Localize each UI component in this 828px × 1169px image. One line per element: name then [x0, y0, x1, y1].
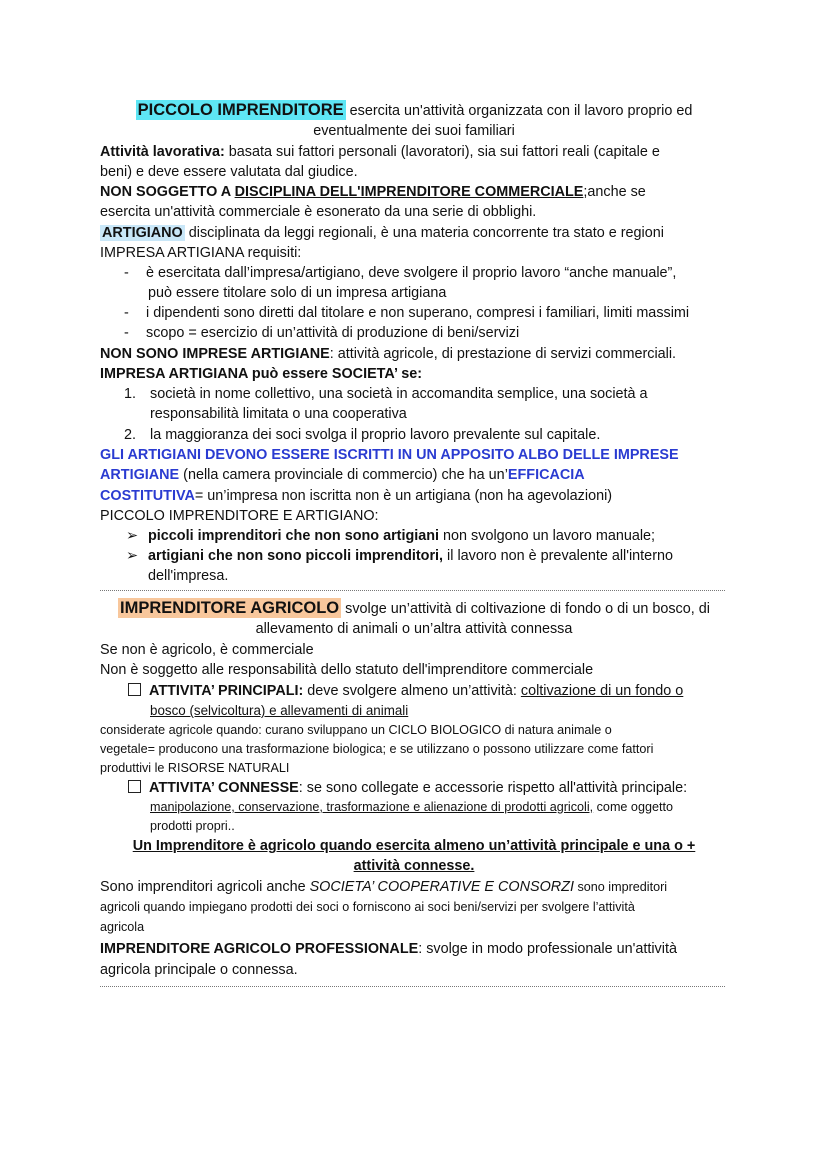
paragraph-small: agricoli quando impiegano prodotti dei soci o forniscono ai soci beni/servizi per svolgere l’attività: [100, 900, 635, 914]
bold-text: ATTIVITA’ PRINCIPALI:: [149, 683, 304, 699]
arrow-icon: ➢: [126, 528, 139, 544]
highlight-label: ARTIGIANO: [102, 225, 183, 241]
paragraph-small: produttivi le RISORSE NATURALI: [100, 761, 290, 775]
section-title-piccolo: [0, 100, 828, 121]
checklist-item-cont: bosco (selvicoltura) e allevamenti di animali: [150, 703, 409, 718]
arrow-icon: ➢: [126, 548, 139, 564]
blue-text: ARTIGIANE: [100, 467, 180, 483]
paragraph-small: considerate agricole quando: curano sviluppano un CICLO BIOLOGICO di natura animale o: [100, 723, 612, 737]
list-item-cont: può essere titolare solo di un impresa artigiana: [148, 285, 447, 301]
title-badge: PICCOLO IMPRENDITORE: [137, 101, 344, 119]
label: NON SONO IMPRESE ARTIGIANE: [100, 346, 330, 362]
paragraph-cont: agricola principale o connessa.: [100, 962, 298, 978]
checklist-item-cont: prodotti propri..: [150, 819, 235, 833]
paragraph-cont: beni) e deve essere valutata dal giudice.: [100, 164, 358, 180]
paragraph-cont: esercita un'attività commerciale è esonerato da una serie di obblighi.: [100, 204, 537, 220]
text: come oggetto: [593, 800, 673, 814]
section-title-agricolo: [0, 598, 828, 619]
dash-marker: -: [124, 305, 129, 321]
paragraph-small: vegetale= producono una trasformazione biologica; e se utilizzano o possono utilizzare come fattori: [100, 742, 654, 756]
list-item: [124, 323, 519, 343]
list-heading: IMPRESA ARTIGIANA requisiti:: [100, 245, 302, 261]
title-text: svolge un’attività di coltivazione di fondo o di un bosco, di: [341, 601, 710, 617]
paragraph: [100, 939, 677, 959]
list-heading: IMPRESA ARTIGIANA può essere SOCIETA’ se:: [100, 366, 422, 382]
text: ;anche se: [583, 184, 646, 200]
dash-marker: -: [124, 325, 129, 341]
list-text: i dipendenti sono diretti dal titolare e non superano, compresi i familiari, limiti massimi: [146, 305, 690, 321]
text: : se sono collegate e accessorie rispetto all'attività principale:: [298, 780, 688, 796]
paragraph: Se non è agricolo, è commerciale: [100, 642, 314, 658]
paragraph: [100, 182, 646, 202]
underlined-text: coltivazione di un fondo o: [520, 683, 684, 699]
bold-text: piccoli imprenditori che non sono artigiani: [148, 528, 440, 544]
paragraph: [100, 344, 676, 364]
label: Attività lavorativa:: [100, 144, 225, 160]
bold-text: artigiani che non sono piccoli imprenditori,: [148, 548, 444, 564]
checklist-item: [128, 681, 683, 701]
label: NON SOGGETTO A: [100, 184, 235, 200]
title-badge: IMPRENDITORE AGRICOLO: [120, 599, 340, 617]
paragraph: [100, 223, 664, 243]
text: (nella camera provinciale di commercio) che ha un’: [179, 467, 508, 483]
label: IMPRENDITORE AGRICOLO PROFESSIONALE: [100, 941, 419, 957]
divider: [100, 590, 725, 591]
underlined-text: manipolazione, conservazione, trasformazione e alienazione di prodotti agricoli,: [150, 800, 594, 814]
list-text: è esercitata dall’impresa/artigiano, deve svolgere il proprio lavoro “anche manuale”,: [146, 265, 677, 281]
list-item: [124, 425, 600, 445]
divider: [100, 986, 725, 987]
italic-text: SOCIETA’ COOPERATIVE E CONSORZI: [309, 879, 574, 895]
paragraph-small: agricola: [100, 920, 145, 934]
text: il lavoro non è prevalente all'interno: [443, 548, 673, 564]
bold-text: ATTIVITA’ CONNESSE: [149, 780, 299, 796]
list-item-cont: dell'impresa.: [148, 568, 229, 584]
list-text: la maggioranza dei soci svolga il proprio lavoro prevalente sul capitale.: [150, 427, 601, 443]
text: sono impreditori: [573, 880, 668, 894]
list-item: [124, 303, 689, 323]
paragraph: [100, 142, 660, 162]
underlined-text: DISCIPLINA DELL'IMPRENDITORE COMMERCIALE: [234, 184, 584, 200]
albo-text: [100, 486, 612, 506]
list-item: [126, 546, 673, 566]
rule-text: Un Imprenditore è agricolo quando esercita almeno un’attività principale e una o +: [132, 838, 696, 854]
number-marker: 2.: [124, 427, 137, 443]
blue-text: EFFICACIA: [507, 467, 585, 483]
text: non svolgono un lavoro manuale;: [439, 528, 656, 544]
text: = un’impresa non iscritta non è un artigiana (non ha agevolazioni): [194, 488, 613, 504]
rule-text: attività connesse.: [353, 858, 475, 874]
checkbox-icon: [128, 683, 141, 696]
title-text-cont: eventualmente dei suoi familiari: [313, 123, 515, 139]
title-text-cont: allevamento di animali o un’altra attività connessa: [255, 621, 573, 637]
dash-marker: -: [124, 265, 129, 281]
number-marker: 1.: [124, 386, 137, 402]
checkbox-icon: [128, 780, 141, 793]
list-item-cont: responsabilità limitata o una cooperativa: [150, 406, 407, 422]
text: basata sui fattori personali (lavoratori), sia sui fattori reali (capitale e: [224, 144, 660, 160]
list-item: [126, 526, 655, 546]
paragraph: Non è soggetto alle responsabilità dello statuto dell'imprenditore commerciale: [100, 662, 594, 678]
checklist-item: [128, 778, 687, 798]
text: : svolge in modo professionale un'attività: [418, 941, 677, 957]
list-heading: PICCOLO IMPRENDITORE E ARTIGIANO:: [100, 508, 379, 524]
checklist-item-cont: [150, 798, 673, 817]
list-text: società in nome collettivo, una società in accomandita semplice, una società a: [150, 386, 648, 402]
list-item: [124, 263, 676, 283]
list-text: scopo = esercizio di un’attività di produzione di beni/servizi: [146, 325, 520, 341]
albo-text: [100, 465, 585, 485]
albo-text: GLI ARTIGIANI DEVONO ESSERE ISCRITTI IN UN APPOSITO ALBO DELLE IMPRESE: [100, 447, 679, 463]
blue-text: COSTITUTIVA: [100, 488, 195, 504]
text: disciplinata da leggi regionali, è una materia concorrente tra stato e regioni: [184, 225, 664, 241]
text: : attività agricole, di prestazione di servizi commerciali.: [329, 346, 677, 362]
text: deve svolgere almeno un’attività:: [303, 683, 521, 699]
text: Sono imprenditori agricoli anche: [100, 879, 310, 895]
paragraph: [100, 877, 667, 897]
list-item: [124, 384, 648, 404]
title-text: esercita un'attività organizzata con il lavoro proprio ed: [345, 103, 693, 119]
